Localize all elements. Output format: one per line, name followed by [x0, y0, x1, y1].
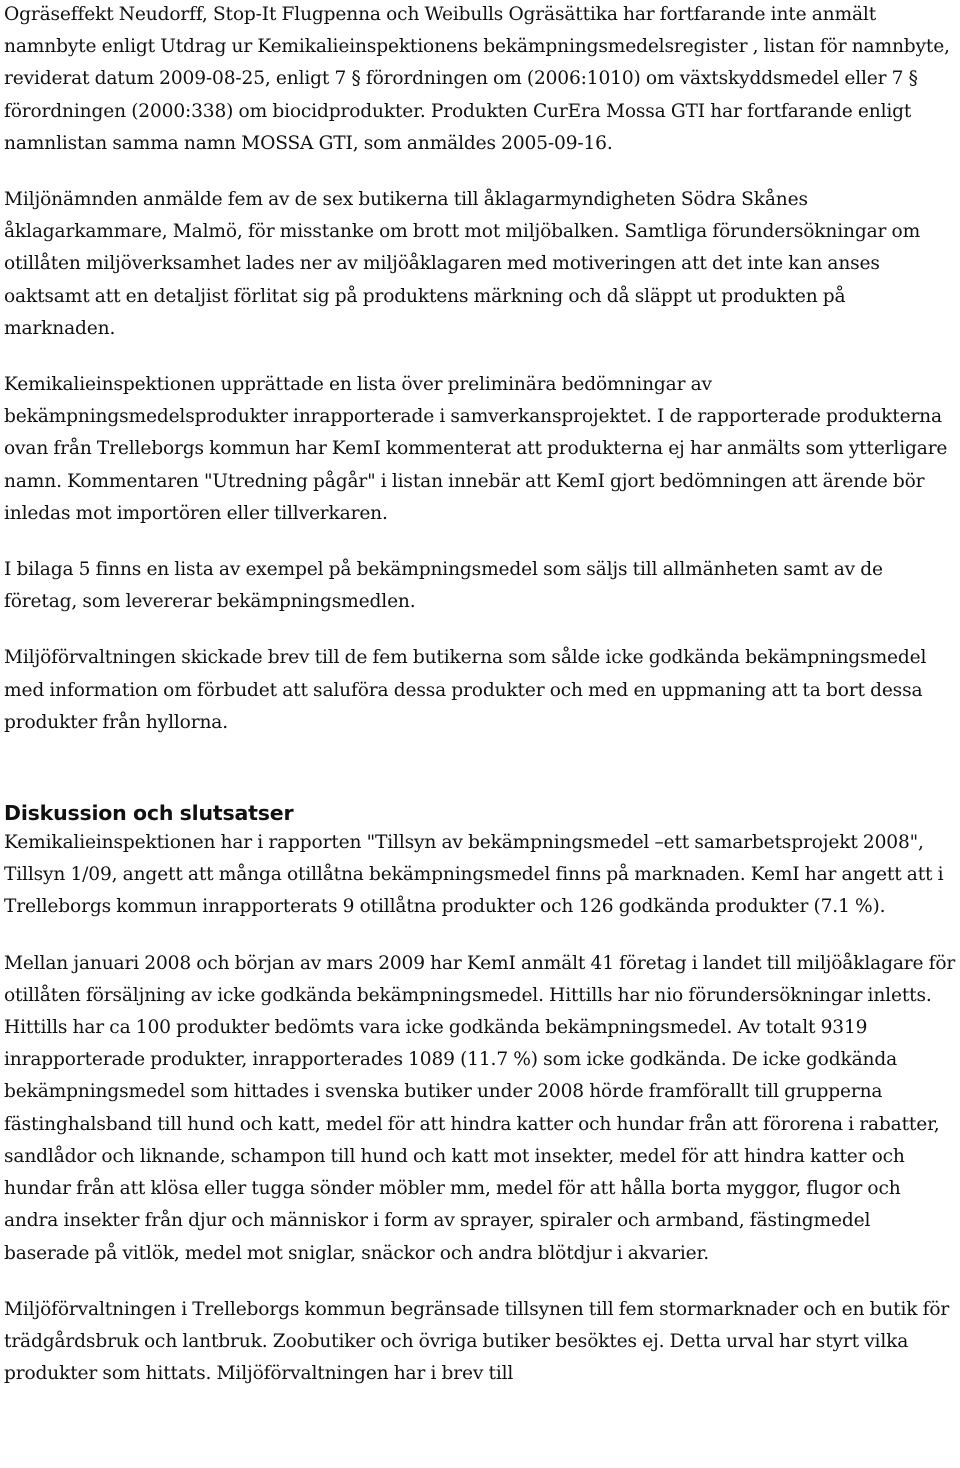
section-discussion: [4, 797, 956, 1390]
paragraph-inspection-scope: Miljöförvaltningen i Trelleborgs kommun begränsade tillsynen till fem stormarknader och en butik för trädgårdsbruk och lantbruk. Zoobutiker och övriga butiker besöktes ej. Detta urval har styrt vilka produkter som hittats. Miljöförvaltningen har i brev till: [4, 1298, 950, 1385]
paragraph-product-name-changes: Ogräseffekt Neudorff, Stop-It Flugpenna och Weibulls Ogräsättika har fortfarande inte anmält namnbyte enligt Utdrag ur Kemikalieinspektionens bekämpningsmedelsregister , listan för namnbyte, reviderat datum 2009-08-25, enligt 7 § förordningen om (2006:1010) om växtskyddsmedel eller 7 § förordningen (2000:338) om biocidprodukter. Produkten CurEra Mossa GTI har fortfarande enligt namnlistan samma namn MOSSA GTI, som anmäldes 2005-09-16.: [4, 4, 950, 154]
paragraph-national-statistics: Mellan januari 2008 och början av mars 2009 har KemI anmält 41 företag i landet till miljöåklagare för otillåten försäljning av icke godkända bekämpningsmedel. Hittills har nio förundersökningar inletts. Hittills har ca 100 produkter bedömts vara icke godkända bekämpningsmedel. Av totalt 9319 inrapporterade produkter, inrapporterades 1089 (11.7 %) som icke godkända. De icke godkända bekämpningsmedel som hittades i svenska butiker under 2008 hörde framförallt till grupperna fästinghalsband till hund och katt, medel för att hindra katter och hundar från att förorena i rabatter, sandlådor och liknande, schampon till hund och katt mot insekter, medel för att hindra katter och hundar från att klösa eller tugga sönder möbler mm, medel för att hålla borta myggor, flugor och andra insekter från djur och människor i form av sprayer, spiraler och armband, fästingmedel baserade på vitlök, medel mot sniglar, snäckor och andra blötdjur i akvarier.: [4, 952, 956, 1264]
section-heading: Diskussion och slutsatser: [4, 801, 294, 826]
document-page: [4, 0, 956, 1414]
paragraph-kemi-report: Kemikalieinspektionen har i rapporten "Tillsyn av bekämpningsmedel –ett samarbetsprojekt 2008", Tillsyn 1/09, angett att många otillåtna bekämpningsmedel finns på marknaden. KemI har angett att i Trelleborgs kommun inrapporterats 9 otillåtna produkter och 126 godkända produkter (7.1 %).: [4, 832, 944, 918]
paragraph-kemi-assessments: Kemikalieinspektionen upprättade en lista över preliminära bedömningar av bekämpningsmedelsprodukter inrapporterade i samverkansprojektet. I de rapporterade produkterna ovan från Trelleborgs kommun har KemI kommenterat att produkterna ej har anmälts som ytterligare namn. Kommentaren "Utredning pågår" i listan innebär att KemI gjort bedömningen att ärende bör inledas mot importören eller tillverkaren.: [4, 374, 948, 524]
paragraph-letters-to-shops: Miljöförvaltningen skickade brev till de fem butikerna som sålde icke godkända bekämpningsmedel med information om förbudet att saluföra dessa produkter och med en uppmaning att ta bort dessa produkter från hyllorna.: [4, 647, 927, 733]
section-body: [4, 827, 956, 1390]
paragraph-appendix-5: I bilaga 5 finns en lista av exempel på bekämpningsmedel som säljs till allmänheten samt av de företag, som levererar bekämpningsmedlen.: [4, 559, 883, 613]
paragraph-prosecutor-reports: Miljönämnden anmälde fem av de sex butikerna till åklagarmyndigheten Södra Skånes åklagarkammare, Malmö, för misstanke om brott mot miljöbalken. Samtliga förundersökningar om otillåten miljöverksamhet lades ner av miljöåklagaren med motiveringen att det inte kan anses oaktsamt att en detaljist förlitat sig på produktens märkning och då släppt ut produkten på marknaden.: [4, 189, 921, 339]
